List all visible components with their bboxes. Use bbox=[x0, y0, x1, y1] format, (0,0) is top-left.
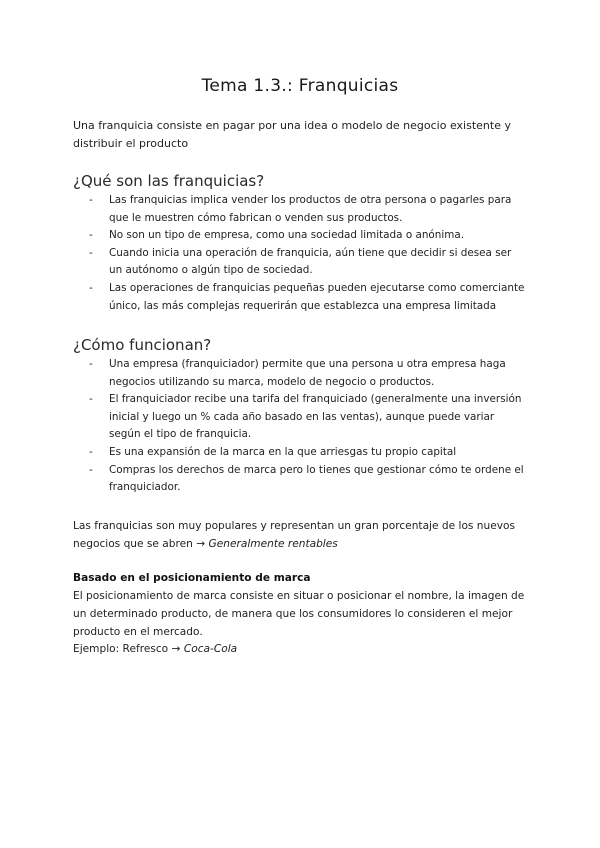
example-value: Coca-Cola bbox=[183, 643, 238, 655]
list-item: - Las operaciones de franquicias pequeñas pueden ejecutarse como comerciante único, las más complejas requerirán que establezca una empresa limitada bbox=[89, 281, 525, 312]
intro-paragraph: Una franquicia consiste en pagar por una idea o modelo de negocio existente y distribuir el producto bbox=[73, 119, 511, 150]
list-item: - El franquiciador recibe una tarifa del franquiciado (generalmente una inversión inicial y luego un % cada año basado en las ventas), aunque puede variar según el tipo de franquicia. bbox=[89, 393, 522, 441]
positioning-paragraph: El posicionamiento de marca consiste en situar o posicionar el nombre, la imagen de un determinado producto, de manera que los consumidores lo consideren el mejor producto en el mercado. bbox=[73, 590, 525, 638]
list-item: - Cuando inicia una operación de franquicia, aún tiene que decidir si desea ser un autónomo o algún tipo de sociedad. bbox=[89, 246, 512, 277]
positioning-heading: Basado en el posicionamiento de marca bbox=[73, 572, 311, 584]
section-heading-what-are: ¿Qué son las franquicias? bbox=[73, 172, 265, 190]
list-item: - Una empresa (franquiciador) permite que una persona u otra empresa haga negocios utilizando su marca, modelo de negocio o productos. bbox=[89, 358, 506, 388]
right-arrow-icon: → bbox=[171, 643, 181, 655]
list-item: - Las franquicias implica vender los productos de otra persona o pagarles para que le muestren cómo fabrican o venden sus productos. bbox=[89, 194, 512, 224]
example-line: Ejemplo: Refresco → Coca-Cola bbox=[73, 643, 238, 655]
list-item: - No son un tipo de empresa, como una sociedad limitada o anónima. bbox=[89, 229, 465, 242]
summary-conclusion: Generalmente rentables bbox=[208, 538, 338, 550]
how-work-list bbox=[73, 356, 525, 497]
page-title: Tema 1.3.: Franquicias bbox=[201, 76, 399, 96]
section-heading-how-work: ¿Cómo funcionan? bbox=[73, 336, 212, 354]
right-arrow-icon: → bbox=[196, 538, 206, 550]
list-item: - Compras los derechos de marca pero lo tienes que gestionar cómo te ordene el franquiciador. bbox=[89, 463, 524, 494]
what-are-list bbox=[73, 192, 525, 315]
list-item: - Es una expansión de la marca en la que arriesgas tu propio capital bbox=[89, 445, 457, 458]
summary-paragraph: Las franquicias son muy populares y representan un gran porcentaje de los nuevos negocios que se abren → Generalmente rentables bbox=[73, 520, 516, 550]
